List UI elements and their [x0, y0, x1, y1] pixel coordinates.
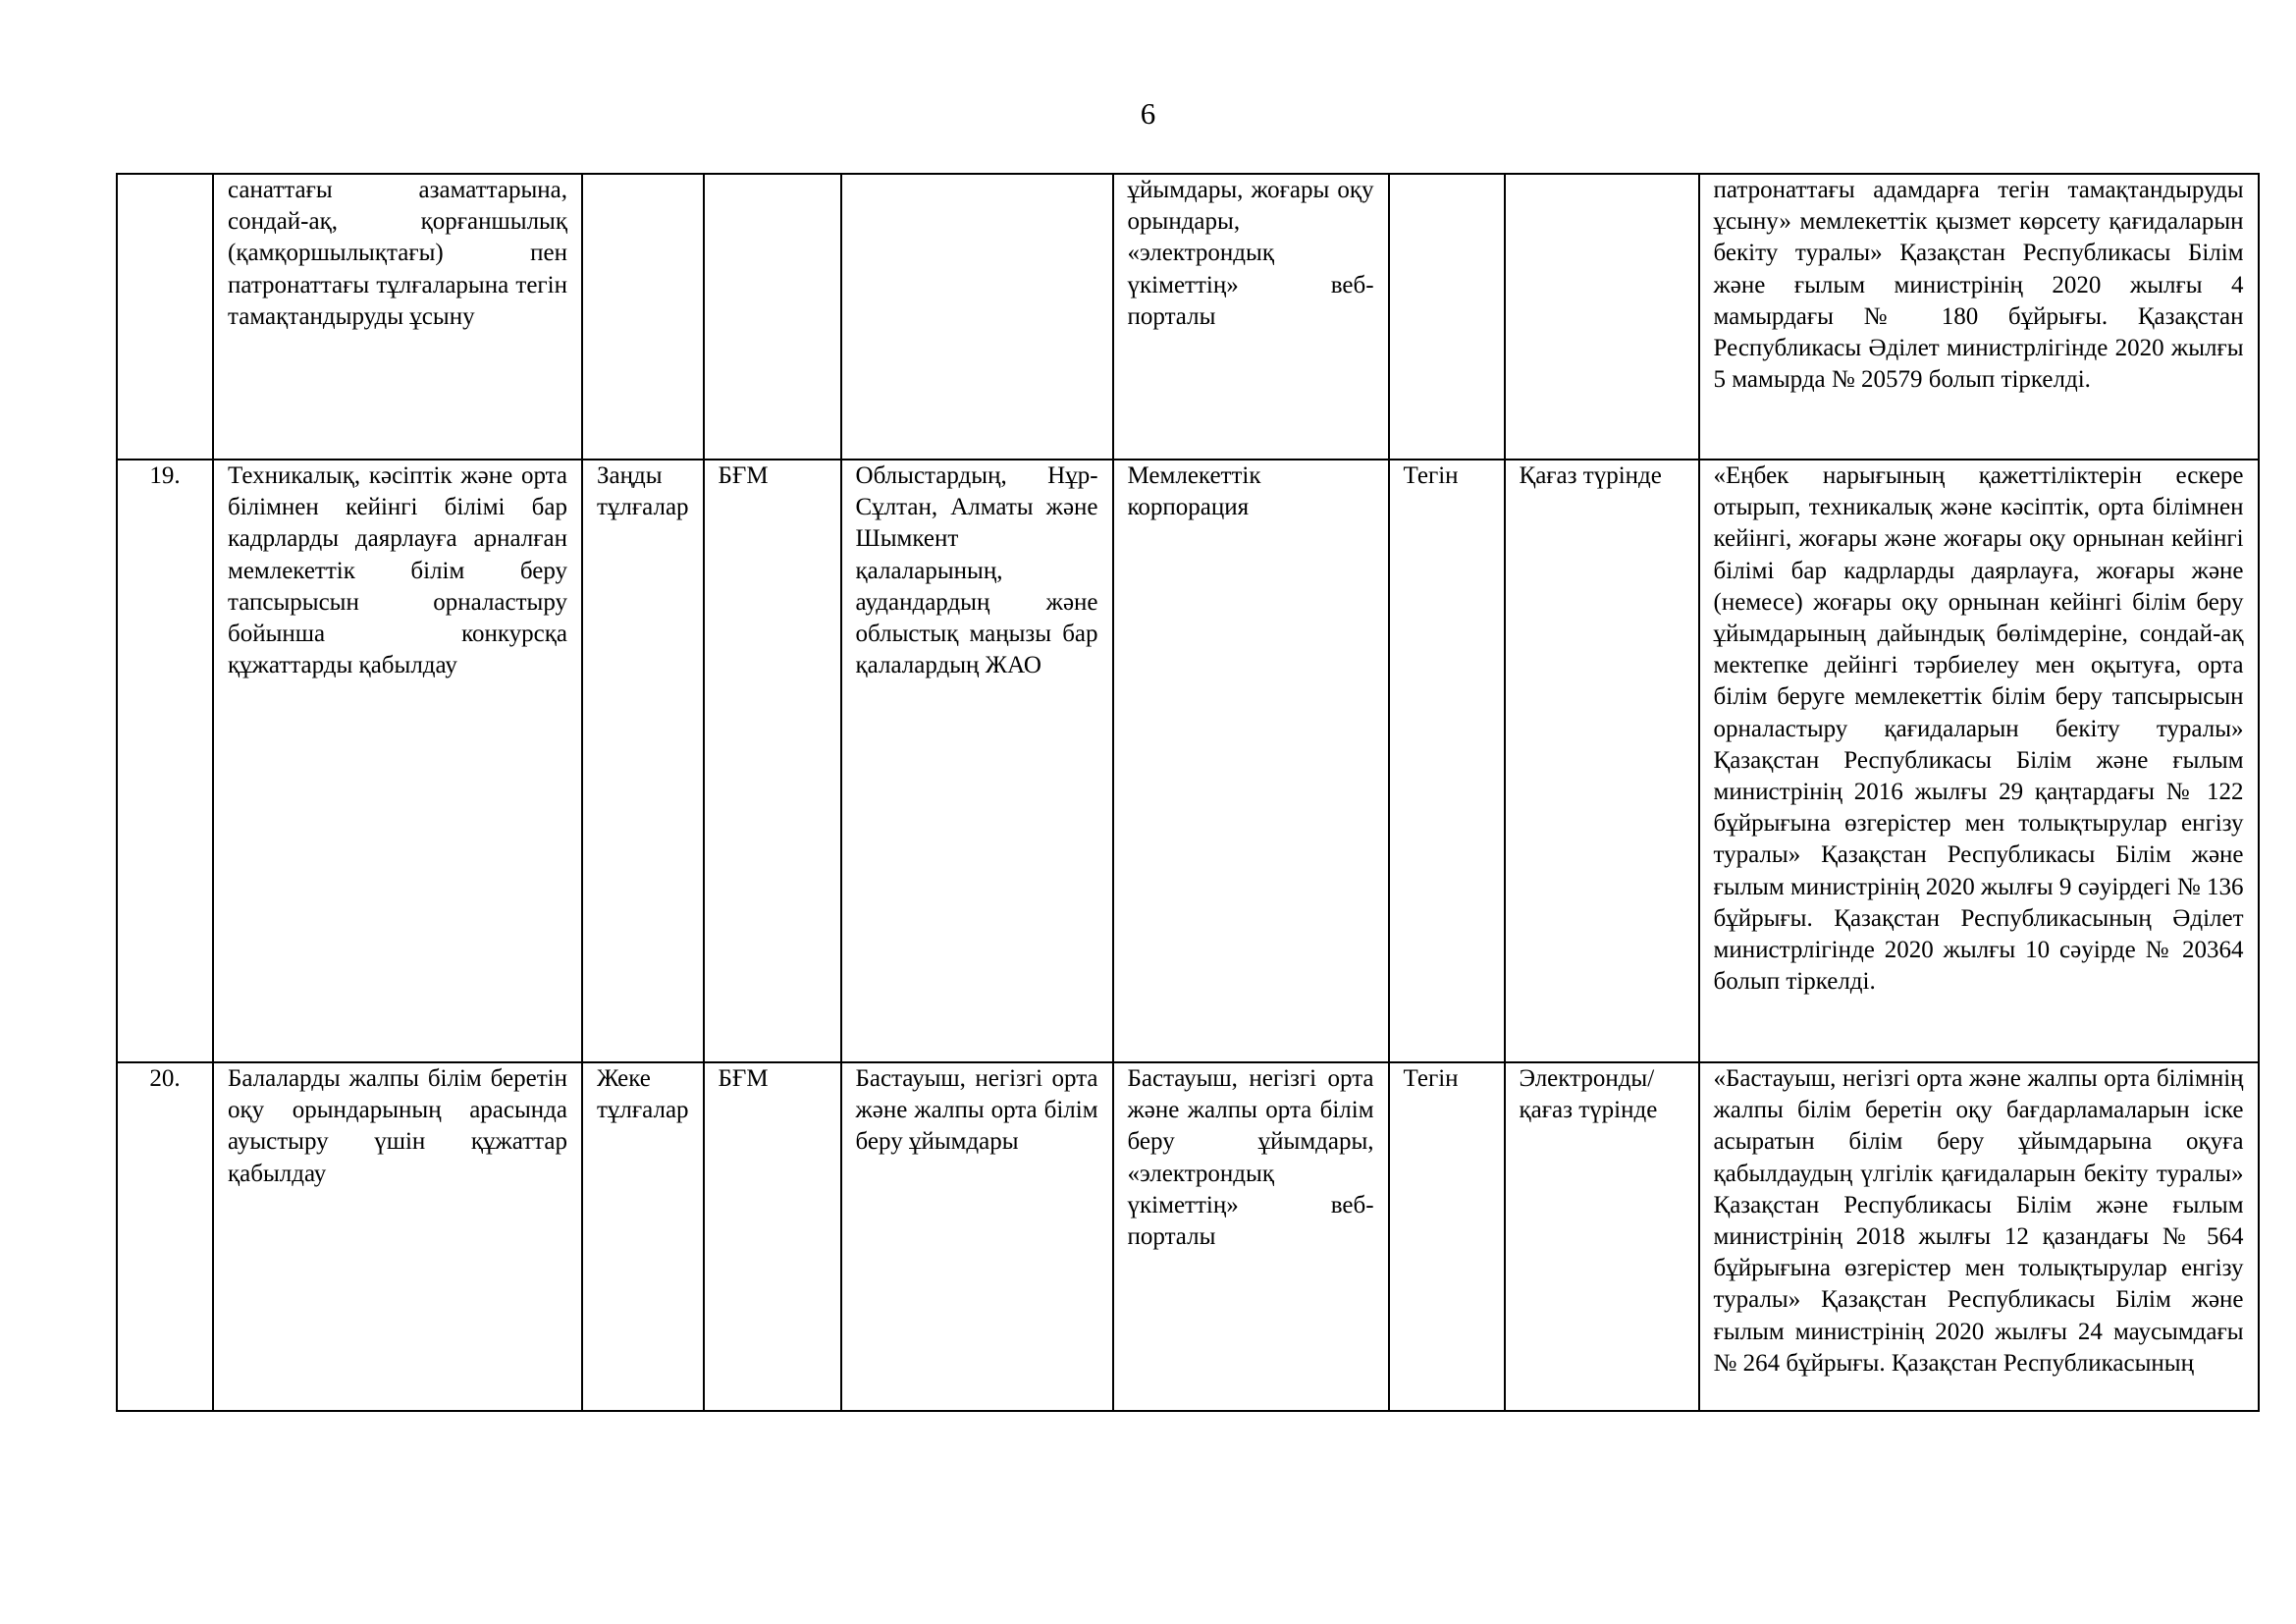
- table-row: [117, 1062, 2259, 1411]
- table-row: [117, 460, 2259, 1062]
- cost-cell: Тегін: [1389, 460, 1505, 1062]
- acceptance-cell: Бастауыш, негізгі орта және жалпы орта білім беру ұйымдары, «электрондық үкіметтің» веб-порталы: [1113, 1062, 1389, 1411]
- row-number-cell: 19.: [117, 460, 213, 1062]
- service-name-cell: Балаларды жалпы білім беретін оқу орындарының арасында ауыстыру үшін құжаттар қабылдау: [213, 1062, 582, 1411]
- row-number-cell: 20.: [117, 1062, 213, 1411]
- provider-cell: Облыстардың, Нұр-Сұлтан, Алматы және Шымкент қалаларының, аудандардың және облыстық маңызы бар қалалардың ЖАО: [841, 460, 1113, 1062]
- legal-basis-cell: патронаттағы адамдарға тегін тамақтандыруды ұсыну» мемлекеттік қызмет көрсету қағидаларын бекіту туралы» Қазақстан Республикасы Білім және ғылым министрінің 2020 жылғы 4 мамырдағы № 180 бұйрығы. Қазақстан Республикасы Әділет министрлігінде 2020 жылғы 5 мамырда № 20579 болып тіркелді.: [1699, 174, 2259, 460]
- form-cell: [1505, 174, 1699, 460]
- form-cell: Қағаз түрінде: [1505, 460, 1699, 1062]
- legal-basis-cell: «Еңбек нарығының қажеттіліктерін ескере отырып, техникалық және кәсіптік, орта білімнен кейінгі, жоғары және жоғары оқу орнынан кейінгі білімі бар кадрларды даярлауға, жоғары және (немесе) жоғары оқу орнынан кейінгі білім беру ұйымдарының дайындық бөлімдеріне, сондай-ақ мектепке дейінгі тәрбиелеу мен оқытуға, орта білім беруге мемлекеттік білім беру тапсырысын орналастыру қағидаларын бекіту туралы» Қазақстан Республикасы Білім және ғылым министрінің 2016 жылғы 29 қаңтардағы № 122 бұйрығына өзгерістер мен толықтырулар енгізу туралы» Қазақстан Республикасы Білім және ғылым министрінің 2020 жылғы 9 сәуірдегі № 136 бұйрығы. Қазақстан Республикасының Әділет министрлігінде 2020 жылғы 10 сәуірде № 20364 болып тіркелді.: [1699, 460, 2259, 1062]
- page-number: 6: [1140, 96, 1156, 131]
- cost-cell: Тегін: [1389, 1062, 1505, 1411]
- cost-cell: [1389, 174, 1505, 460]
- acceptance-cell: Мемлекеттік корпорация: [1113, 460, 1389, 1062]
- recipient-cell: Жеке тұлғалар: [582, 1062, 704, 1411]
- authority-cell: [704, 174, 841, 460]
- authority-cell: БҒМ: [704, 460, 841, 1062]
- acceptance-cell: ұйымдары, жоғары оқу орындары, «электрондық үкіметтің» веб-порталы: [1113, 174, 1389, 460]
- legal-basis-cell: «Бастауыш, негізгі орта және жалпы орта білімнің жалпы білім беретін оқу бағдарламаларын іске асыратын білім беру ұйымдарына оқуға қабылдаудың үлгілік қағидаларын бекіту туралы» Қазақстан Республикасы Білім және ғылым министрінің 2018 жылғы 12 қазандағы № 564 бұйрығына өзгерістер мен толықтырулар енгізу туралы» Қазақстан Республикасы Білім және ғылым министрінің 2020 жылғы 24 маусымдағы № 264 бұйрығы. Қазақстан Республикасының: [1699, 1062, 2259, 1411]
- provider-cell: Бастауыш, негізгі орта және жалпы орта білім беру ұйымдары: [841, 1062, 1113, 1411]
- services-table: [116, 173, 2260, 1412]
- row-number-cell: [117, 174, 213, 460]
- service-name-cell: санаттағы азаматтарына, сондай-ақ, қорғаншылық (қамқоршылықтағы) пен патронаттағы тұлғаларына тегін тамақтандыруды ұсыну: [213, 174, 582, 460]
- form-cell: Электронды/ қағаз түрінде: [1505, 1062, 1699, 1411]
- recipient-cell: Заңды тұлғалар: [582, 460, 704, 1062]
- provider-cell: [841, 174, 1113, 460]
- recipient-cell: [582, 174, 704, 460]
- service-name-cell: Техникалық, кәсіптік және орта білімнен кейінгі білімі бар кадрларды даярлауға арналған мемлекеттік білім беру тапсырысын орналастыру бойынша конкурсқа құжаттарды қабылдау: [213, 460, 582, 1062]
- table-row: [117, 174, 2259, 460]
- authority-cell: БҒМ: [704, 1062, 841, 1411]
